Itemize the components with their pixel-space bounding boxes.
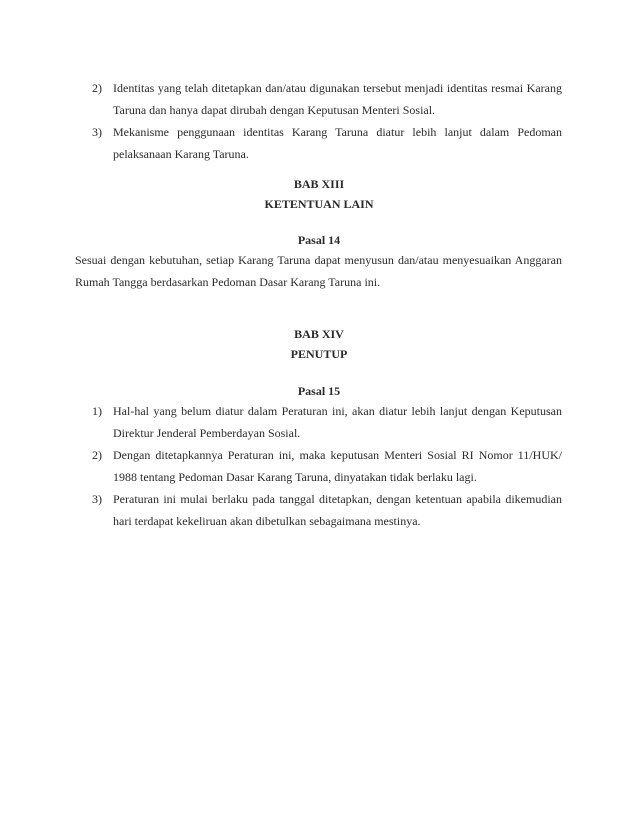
article-title: Pasal 14 <box>297 233 341 247</box>
list-item-text: Identitas yang telah ditetapkan dan/atau digunakan tersebut menjadi identitas resmai Karang Taruna dan hanya dapat dirubah dengan Keputusan Menteri Sosial. <box>113 81 562 117</box>
chapter-title: BAB XIII <box>293 177 345 191</box>
list-item-number: 1) <box>92 404 102 418</box>
article-title: Pasal 15 <box>297 384 341 398</box>
list-item-text: Dengan ditetapkannya Peraturan ini, maka keputusan Menteri Sosial RI Nomor 11/HUK/ 1988 tentang Pedoman Dasar Karang Taruna, dinyatakan tidak berlaku lagi. <box>113 448 562 484</box>
list-item-number: 2) <box>92 81 102 95</box>
list-item <box>0 488 638 532</box>
list-item <box>0 400 638 444</box>
list-item-number: 3) <box>92 125 102 139</box>
list-item-text: Mekanisme penggunaan identitas Karang Taruna diatur lebih lanjut dalam Pedoman pelaksanaan Karang Taruna. <box>113 125 562 161</box>
list-item <box>0 444 638 488</box>
list-item-text: Hal-hal yang belum diatur dalam Peraturan ini, akan diatur lebih lanjut dengan Keputusan Direktur Jenderal Pemberdayan Sosial. <box>113 404 562 440</box>
list-item <box>0 77 638 121</box>
list-item-number: 3) <box>92 492 102 506</box>
list-item <box>0 121 638 165</box>
identity-list <box>0 77 638 165</box>
closing-list <box>0 400 638 532</box>
chapter-subtitle: KETENTUAN LAIN <box>264 197 374 211</box>
list-item-number: 2) <box>92 448 102 462</box>
article-paragraph: Sesuai dengan kebutuhan, setiap Karang Taruna dapat menyusun dan/atau menyesuaikan Anggaran Rumah Tangga berdasarkan Pedoman Dasar Karang Taruna ini. <box>75 253 562 289</box>
chapter-title: BAB XIV <box>294 327 344 341</box>
list-item-text: Peraturan ini mulai berlaku pada tanggal ditetapkan, dengan ketentuan apabila dikemudian hari terdapat kekeliruan akan dibetulkan sebagaimana mestinya. <box>113 492 562 528</box>
chapter-subtitle: PENUTUP <box>290 347 348 361</box>
